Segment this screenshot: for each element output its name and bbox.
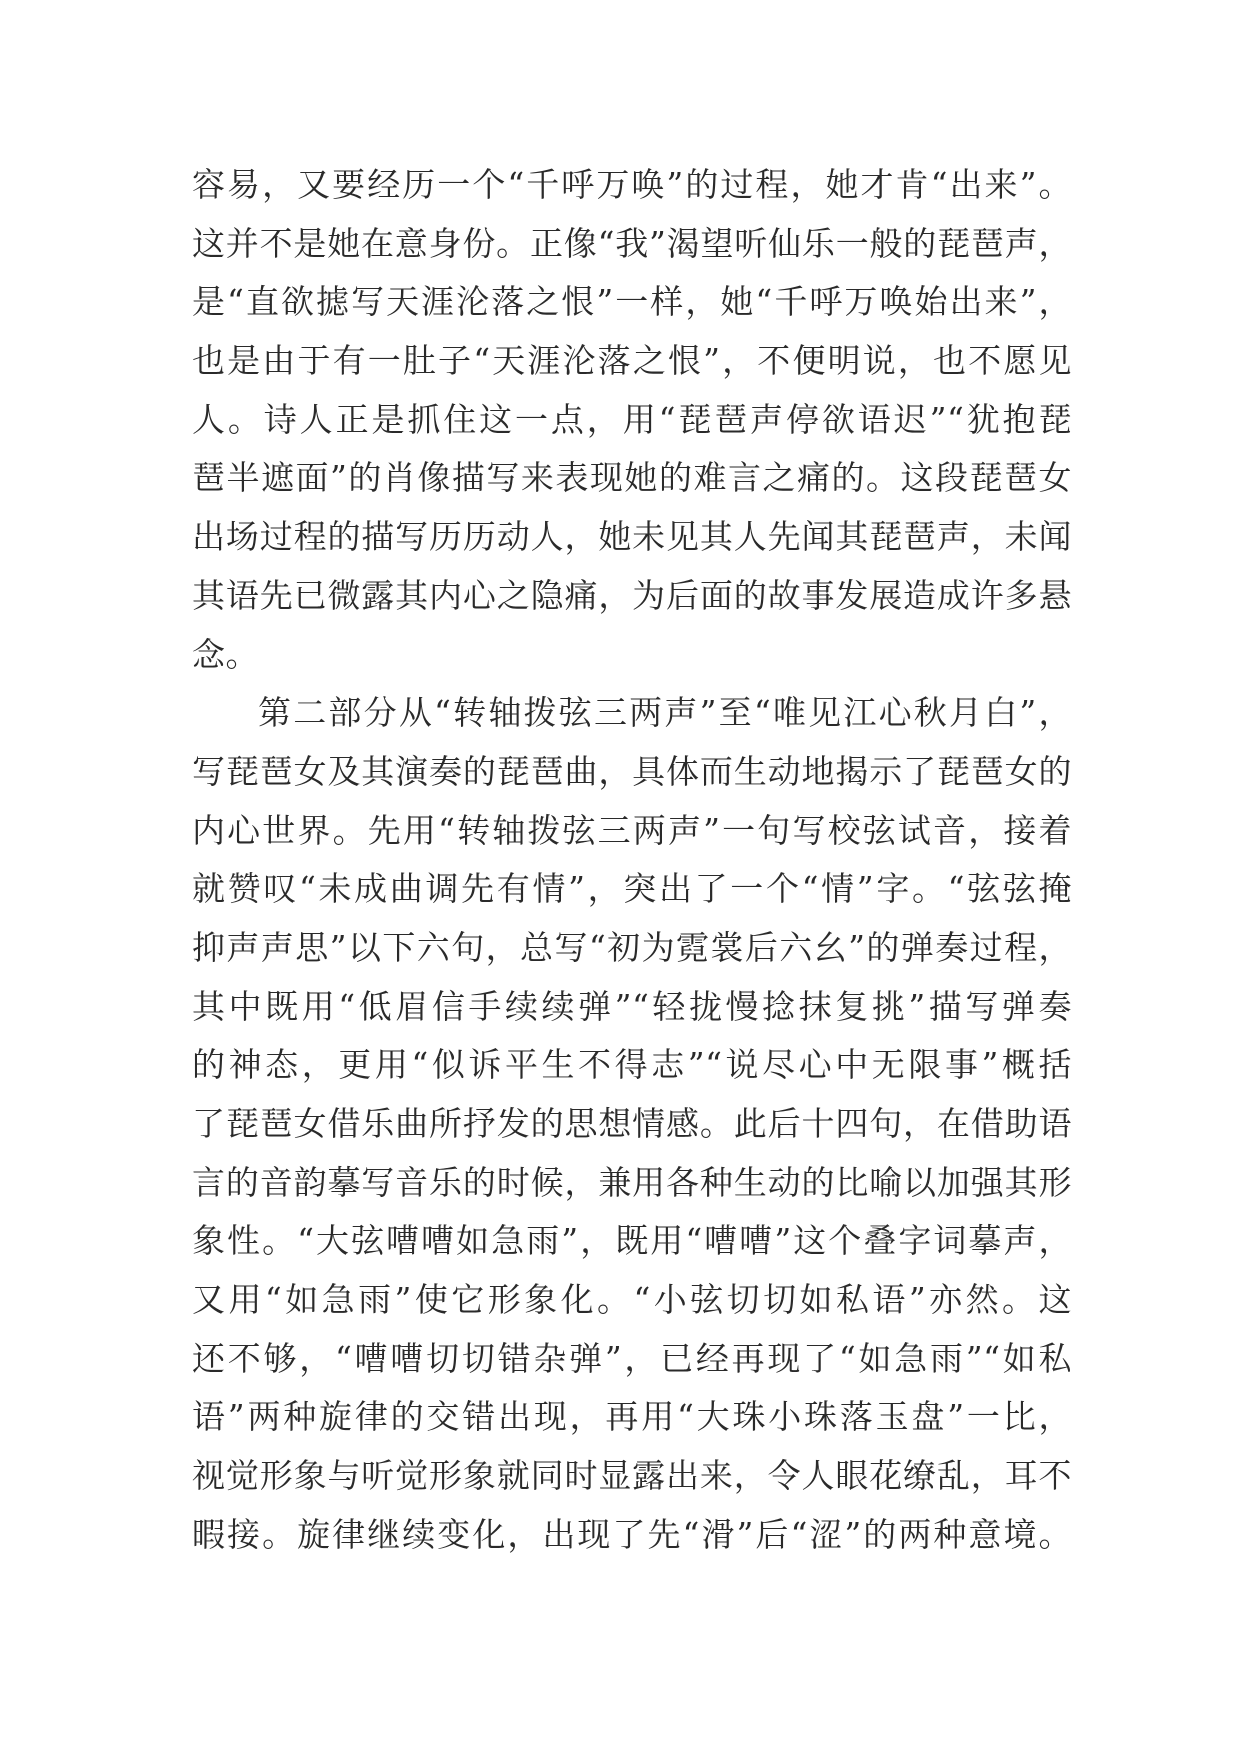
text-line: 内心世界。先用“转轴拨弦三两声”一句写校弦试音，接着: [192, 810, 1072, 850]
text-line: 琶半遮面”的肖像描写来表现她的难言之痛的。这段琵琶女: [192, 458, 1072, 498]
text-line: 了琵琶女借乐曲所抒发的思想情感。此后十四句，在借助语: [192, 1104, 1072, 1143]
text-line: 念。: [192, 634, 259, 674]
text-line: 是“直欲摅写天涯沦落之恨”一样，她“千呼万唤始出来”，: [192, 282, 1072, 322]
text-line: 人。诗人正是抓住这一点，用“琵琶声停欲语迟”“犹抱琵: [192, 399, 1072, 439]
text-line: 这并不是她在意身份。正像“我”渴望听仙乐一般的琵琶声，: [192, 223, 1072, 263]
paragraph-first-line: 第二部分从“转轴拨弦三两声”至“唯见江心秋月白”，: [258, 693, 1072, 733]
text-line: 写琵琶女及其演奏的琵琶曲，具体而生动地揭示了琵琶女的: [192, 751, 1072, 791]
text-line: 暇接。旋律继续变化，出现了先“滑”后“涩”的两种意境。: [192, 1514, 1072, 1554]
text-line: 也是由于有一肚子“天涯沦落之恨”，不便明说，也不愿见: [192, 341, 1072, 381]
text-line: 语”两种旋律的交错出现，再用“大珠小珠落玉盘”一比，: [192, 1397, 1072, 1437]
text-line: 容易，又要经历一个“千呼万唤”的过程，她才肯“出来”。: [192, 165, 1072, 204]
text-line: 还不够，“嘈嘈切切错杂弹”，已经再现了“如急雨”“如私: [192, 1338, 1072, 1378]
text-line: 就赞叹“未成曲调先有情”，突出了一个“情”字。“弦弦掩: [192, 869, 1072, 909]
text-line: 的神态，更用“似诉平生不得志”“说尽心中无限事”概括: [192, 1045, 1072, 1085]
text-line: 言的音韵摹写音乐的时候，兼用各种生动的比喻以加强其形: [192, 1162, 1072, 1202]
body-text: [192, 156, 1072, 1565]
text-line: 又用“如急雨”使它形象化。“小弦切切如私语”亦然。这: [192, 1280, 1072, 1320]
text-line: 其语先已微露其内心之隐痛，为后面的故事发展造成许多悬: [192, 575, 1072, 615]
text-line: 视觉形象与听觉形象就同时显露出来，令人眼花缭乱，耳不: [192, 1456, 1072, 1496]
text-line: 抑声声思”以下六句，总写“初为霓裳后六幺”的弹奏过程，: [192, 927, 1072, 967]
text-line: 出场过程的描写历历动人，她未见其人先闻其琵琶声，未闻: [192, 517, 1072, 557]
text-line: 其中既用“低眉信手续续弹”“轻拢慢捻抹复挑”描写弹奏: [192, 986, 1072, 1026]
text-line: 象性。“大弦嘈嘈如急雨”，既用“嘈嘈”这个叠字词摹声，: [192, 1221, 1072, 1261]
